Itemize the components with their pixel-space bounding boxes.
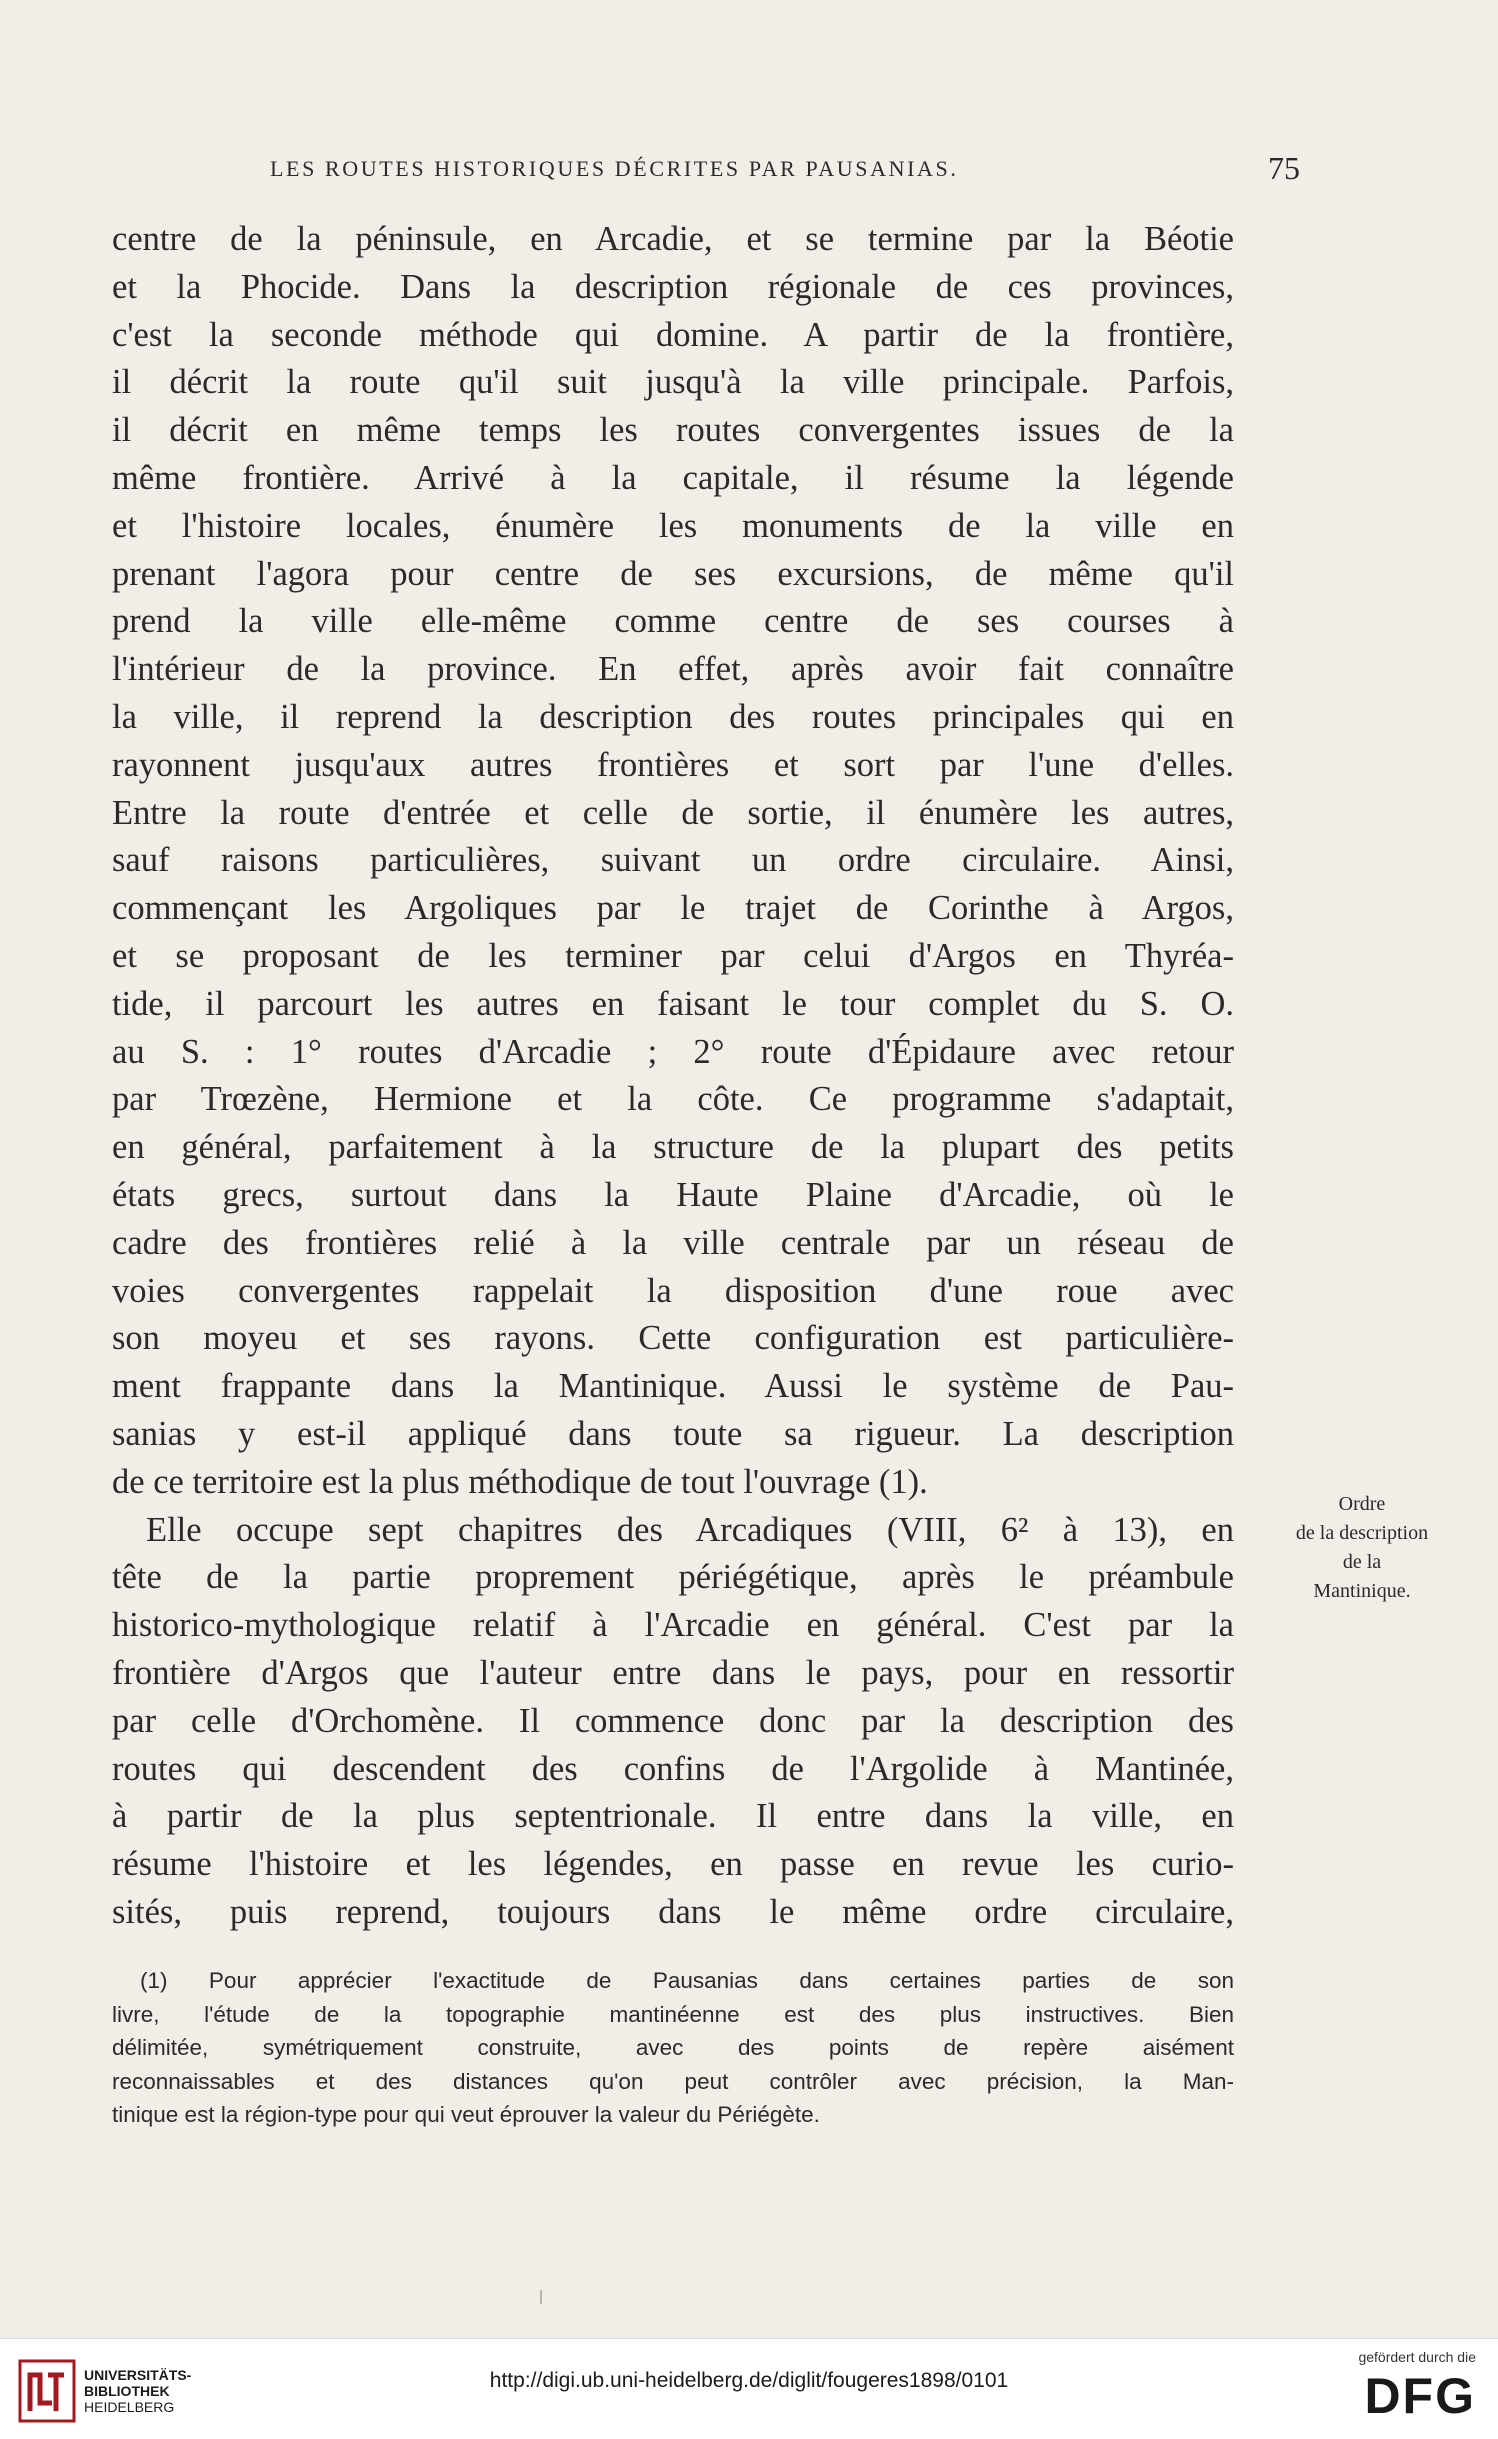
text-line: prend la ville elle-même comme centre de ses courses à <box>112 602 1234 641</box>
text-line: par celle d'Orchomène. Il commence donc par la description des <box>112 1701 1234 1740</box>
text-line: et se proposant de les terminer par celui d'Argos en Thyréa- <box>112 936 1234 975</box>
body-text <box>112 216 1234 1937</box>
footnote-line: tinique est la région-type pour qui veut éprouver la valeur du Périégète. <box>112 2102 820 2127</box>
text-line: tête de la partie proprement périégétique, après le préambule <box>112 1558 1234 1597</box>
text-line: résume l'histoire et les légendes, en passe en revue les curio- <box>112 1845 1234 1884</box>
text-line: frontière d'Argos que l'auteur entre dans le pays, pour en ressortir <box>112 1653 1234 1692</box>
sponsor <box>1326 2349 1476 2433</box>
text-line: cadre des frontières relié à la ville centrale par un réseau de <box>112 1223 1234 1262</box>
text-line: son moyeu et ses rayons. Cette configuration est particulière- <box>112 1319 1234 1358</box>
margin-note-line: Ordre <box>1338 1493 1386 1515</box>
text-line: Entre la route d'entrée et celle de sortie, il énumère les autres, <box>112 793 1234 832</box>
footnotes <box>112 1964 1234 2132</box>
text-line: sauf raisons particulières, suivant un ordre circulaire. Ainsi, <box>112 841 1234 880</box>
footnote-line: délimitée, symétriquement construite, avec des points de repère aisément <box>112 2035 1234 2060</box>
text-line: sités, puis reprend, toujours dans le même ordre circulaire, <box>112 1892 1234 1931</box>
scan-mark <box>540 2290 542 2304</box>
library-name-line: HEIDELBERG <box>84 2399 175 2415</box>
text-line: au S. : 1° routes d'Arcadie ; 2° route d'Épidaure avec retour <box>112 1032 1234 1071</box>
text-line: commençant les Argoliques par le trajet de Corinthe à Argos, <box>112 889 1234 928</box>
text-line: et l'histoire locales, énumère les monuments de la ville en <box>112 506 1234 545</box>
sponsor-label: gefördert durch die <box>1358 2349 1476 2365</box>
text-line: rayonnent jusqu'aux autres frontières et sort par l'une d'elles. <box>112 745 1234 784</box>
text-line: la ville, il reprend la description des routes principales qui en <box>112 697 1234 736</box>
text-line: historico-mythologique relatif à l'Arcadie en général. C'est par la <box>112 1606 1234 1645</box>
text-line: états grecs, surtout dans la Haute Plaine d'Arcadie, où le <box>112 1175 1234 1214</box>
dfg-logo[interactable]: DFG <box>1364 2368 1476 2424</box>
text-line: tide, il parcourt les autres en faisant le tour complet du S. O. <box>112 984 1234 1023</box>
margin-note-line: Mantinique. <box>1313 1580 1411 1602</box>
text-line: centre de la péninsule, en Arcadie, et se termine par la Béotie <box>112 220 1234 258</box>
text-line: il décrit la route qu'il suit jusqu'à la ville principale. Parfois, <box>112 363 1234 402</box>
text-line: Elle occupe sept chapitres des Arcadiques (VIII, 6² à 13), en <box>146 1510 1234 1549</box>
text-line: l'intérieur de la province. En effet, après avoir fait connaître <box>112 650 1234 689</box>
text-line: prenant l'agora pour centre de ses excursions, de même qu'il <box>112 554 1234 593</box>
viewer-footer <box>0 2338 1498 2439</box>
footnote-line: livre, l'étude de la topographie mantinéenne est des plus instructives. Bien <box>112 2001 1234 2027</box>
text-line: voies convergentes rappelait la disposition d'une roue avec <box>112 1271 1234 1310</box>
footnote-line: (1) Pour apprécier l'exactitude de Pausanias dans certaines parties de son <box>140 1968 1234 1993</box>
margin-note-line: de la <box>1342 1551 1382 1573</box>
margin-note <box>1262 1490 1462 1606</box>
text-line: il décrit en même temps les routes convergentes issues de la <box>112 411 1234 450</box>
page-number: 75 <box>1268 150 1300 186</box>
text-line: c'est la seconde méthode qui domine. A partir de la frontière, <box>112 315 1234 354</box>
library-name-line: BIBLIOTHEK <box>84 2383 170 2399</box>
text-line: même frontière. Arrivé à la capitale, il résume la légende <box>112 458 1234 497</box>
footnote-line: reconnaissables et des distances qu'on peut contrôler avec précision, la Man- <box>112 2068 1234 2094</box>
text-line: sanias y est-il appliqué dans toute sa rigueur. La description <box>112 1414 1234 1453</box>
text-line: de ce territoire est la plus méthodique de tout l'ouvrage (1). <box>112 1462 928 1501</box>
library-name-line: UNIVERSITÄTS- <box>84 2367 192 2383</box>
text-line: par Trœzène, Hermione et la côte. Ce programme s'adaptait, <box>112 1080 1234 1119</box>
text-line: ment frappante dans la Mantinique. Aussi le système de Pau- <box>112 1367 1234 1406</box>
text-line: routes qui descendent des confins de l'Argolide à Mantinée, <box>112 1749 1234 1788</box>
text-line: en général, parfaitement à la structure de la plupart des petits <box>112 1128 1234 1167</box>
running-head <box>270 150 1300 190</box>
margin-note-line: de la description <box>1295 1522 1429 1544</box>
text-line: et la Phocide. Dans la description régionale de ces provinces, <box>112 267 1234 306</box>
permalink-url[interactable]: http://digi.ub.uni-heidelberg.de/diglit/fougeres1898/0101 <box>489 2369 1009 2392</box>
text-line: à partir de la plus septentrionale. Il entre dans la ville, en <box>112 1797 1234 1836</box>
running-title: LES ROUTES HISTORIQUES DÉCRITES PAR PAUSANIAS. <box>270 156 959 181</box>
